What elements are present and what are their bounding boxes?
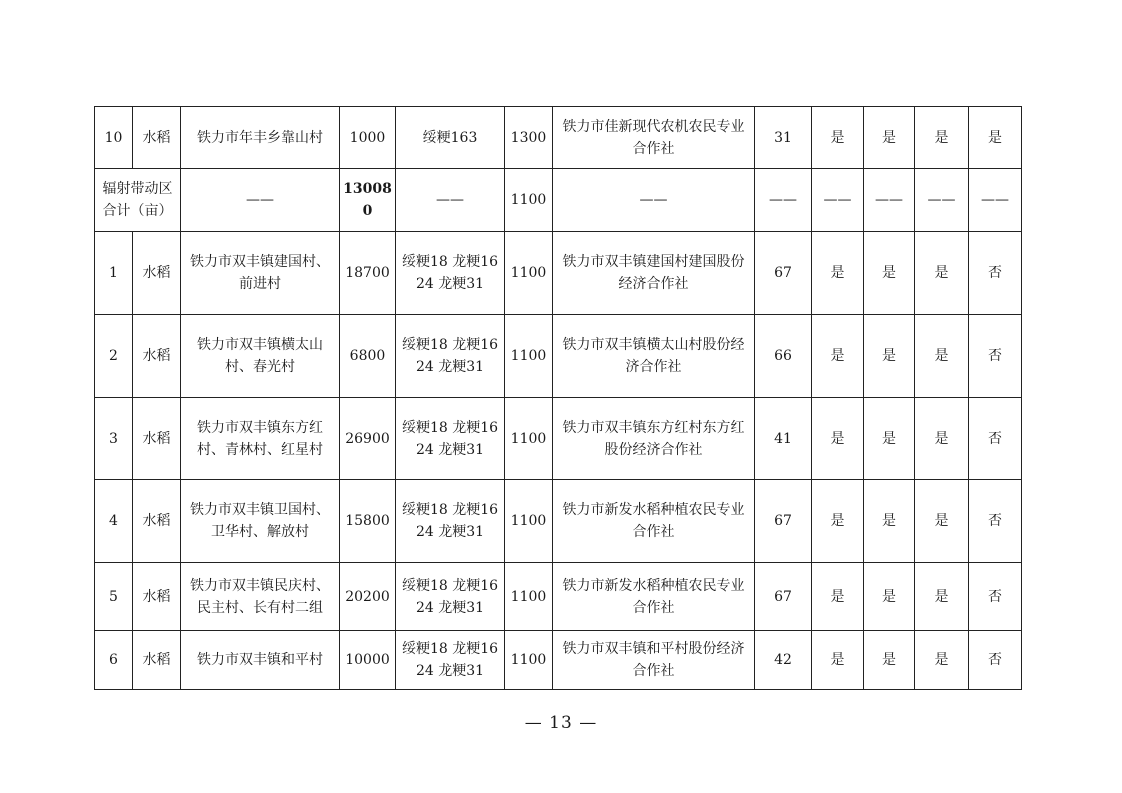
cell-organization: 铁力市佳新现代农机农民专业合作社: [553, 107, 755, 169]
cell-location: 铁力市双丰镇建国村、前进村: [181, 232, 340, 315]
cell-flag: 是: [915, 107, 969, 169]
cell-crop: 水稻: [133, 631, 181, 690]
cell-area: 15800: [340, 480, 396, 563]
cell-area: 26900: [340, 398, 396, 480]
cell-index: 10: [95, 107, 133, 169]
cell-flag: ——: [864, 169, 915, 232]
cell-area: 1000: [340, 107, 396, 169]
cell-flag: 否: [969, 232, 1022, 315]
cell-area: 10000: [340, 631, 396, 690]
cell-location: 铁力市双丰镇和平村: [181, 631, 340, 690]
cell-area: 6800: [340, 315, 396, 398]
cell-flag: 是: [915, 480, 969, 563]
cell-count: 66: [755, 315, 812, 398]
cell-subtotal-label: 辐射带动区合计（亩）: [95, 169, 181, 232]
cell-location: 铁力市双丰镇卫国村、卫华村、解放村: [181, 480, 340, 563]
cell-count: 31: [755, 107, 812, 169]
cell-flag: 是: [864, 480, 915, 563]
cell-variety: 绥粳18 龙粳1624 龙粳31: [396, 563, 505, 631]
cell-yield: 1100: [505, 169, 553, 232]
cell-index: 4: [95, 480, 133, 563]
cell-yield: 1100: [505, 398, 553, 480]
page-number: — 13 —: [524, 713, 598, 733]
cell-variety: 绥粳18 龙粳1624 龙粳31: [396, 398, 505, 480]
cell-flag: ——: [969, 169, 1022, 232]
cell-crop: 水稻: [133, 107, 181, 169]
cell-flag: 否: [969, 480, 1022, 563]
cell-variety: 绥粳18 龙粳1624 龙粳31: [396, 232, 505, 315]
cell-yield: 1300: [505, 107, 553, 169]
cell-area: 18700: [340, 232, 396, 315]
cell-yield: 1100: [505, 480, 553, 563]
cell-location: 铁力市双丰镇横太山村、春光村: [181, 315, 340, 398]
cell-location: ——: [181, 169, 340, 232]
cell-index: 1: [95, 232, 133, 315]
cell-flag: 是: [915, 563, 969, 631]
cell-flag: 否: [969, 315, 1022, 398]
table-row: [95, 563, 1022, 631]
data-table: [94, 106, 1022, 690]
cell-flag: 是: [864, 315, 915, 398]
cell-flag: 是: [812, 232, 864, 315]
cell-location: 铁力市双丰镇东方红村、青林村、红星村: [181, 398, 340, 480]
cell-yield: 1100: [505, 232, 553, 315]
cell-variety: 绥粳18 龙粳1624 龙粳31: [396, 315, 505, 398]
cell-yield: 1100: [505, 631, 553, 690]
cell-flag: 是: [915, 631, 969, 690]
cell-flag: 是: [915, 398, 969, 480]
cell-crop: 水稻: [133, 480, 181, 563]
cell-area: 20200: [340, 563, 396, 631]
cell-crop: 水稻: [133, 398, 181, 480]
cell-flag: ——: [915, 169, 969, 232]
cell-count: 41: [755, 398, 812, 480]
cell-organization: 铁力市双丰镇横太山村股份经济合作社: [553, 315, 755, 398]
cell-flag: 是: [864, 107, 915, 169]
cell-crop: 水稻: [133, 232, 181, 315]
cell-count: ——: [755, 169, 812, 232]
cell-flag: 是: [812, 398, 864, 480]
cell-area-total: 130080: [340, 169, 396, 232]
cell-flag: 是: [812, 563, 864, 631]
cell-count: 67: [755, 563, 812, 631]
cell-organization: 铁力市双丰镇和平村股份经济合作社: [553, 631, 755, 690]
cell-count: 67: [755, 480, 812, 563]
cell-organization: 铁力市双丰镇东方红村东方红股份经济合作社: [553, 398, 755, 480]
table-row: [95, 107, 1022, 169]
cell-crop: 水稻: [133, 563, 181, 631]
table-row: [95, 398, 1022, 480]
cell-flag: 是: [812, 315, 864, 398]
cell-crop: 水稻: [133, 315, 181, 398]
cell-flag: 是: [812, 107, 864, 169]
cell-index: 3: [95, 398, 133, 480]
cell-index: 5: [95, 563, 133, 631]
table-row-subtotal: [95, 169, 1022, 232]
cell-flag: 是: [915, 315, 969, 398]
cell-yield: 1100: [505, 315, 553, 398]
cell-organization: 铁力市新发水稻种植农民专业合作社: [553, 480, 755, 563]
cell-location: 铁力市年丰乡靠山村: [181, 107, 340, 169]
cell-yield: 1100: [505, 563, 553, 631]
cell-flag: 是: [812, 480, 864, 563]
cell-variety: 绥粳18 龙粳1624 龙粳31: [396, 480, 505, 563]
cell-index: 6: [95, 631, 133, 690]
cell-flag: 是: [864, 398, 915, 480]
cell-index: 2: [95, 315, 133, 398]
cell-flag: 是: [864, 563, 915, 631]
cell-flag: 否: [969, 563, 1022, 631]
table-row: [95, 480, 1022, 563]
cell-variety: ——: [396, 169, 505, 232]
cell-flag: 是: [812, 631, 864, 690]
cell-variety: 绥粳163: [396, 107, 505, 169]
cell-variety: 绥粳18 龙粳1624 龙粳31: [396, 631, 505, 690]
cell-organization: 铁力市新发水稻种植农民专业合作社: [553, 563, 755, 631]
cell-count: 42: [755, 631, 812, 690]
cell-location: 铁力市双丰镇民庆村、民主村、长有村二组: [181, 563, 340, 631]
cell-flag: 是: [864, 631, 915, 690]
table-row: [95, 315, 1022, 398]
cell-flag: 否: [969, 398, 1022, 480]
cell-flag: 是: [864, 232, 915, 315]
cell-organization: 铁力市双丰镇建国村建国股份经济合作社: [553, 232, 755, 315]
cell-flag: 是: [969, 107, 1022, 169]
table-row: [95, 232, 1022, 315]
cell-flag: 是: [915, 232, 969, 315]
cell-count: 67: [755, 232, 812, 315]
cell-flag: ——: [812, 169, 864, 232]
cell-organization: ——: [553, 169, 755, 232]
cell-flag: 否: [969, 631, 1022, 690]
table-row: [95, 631, 1022, 690]
